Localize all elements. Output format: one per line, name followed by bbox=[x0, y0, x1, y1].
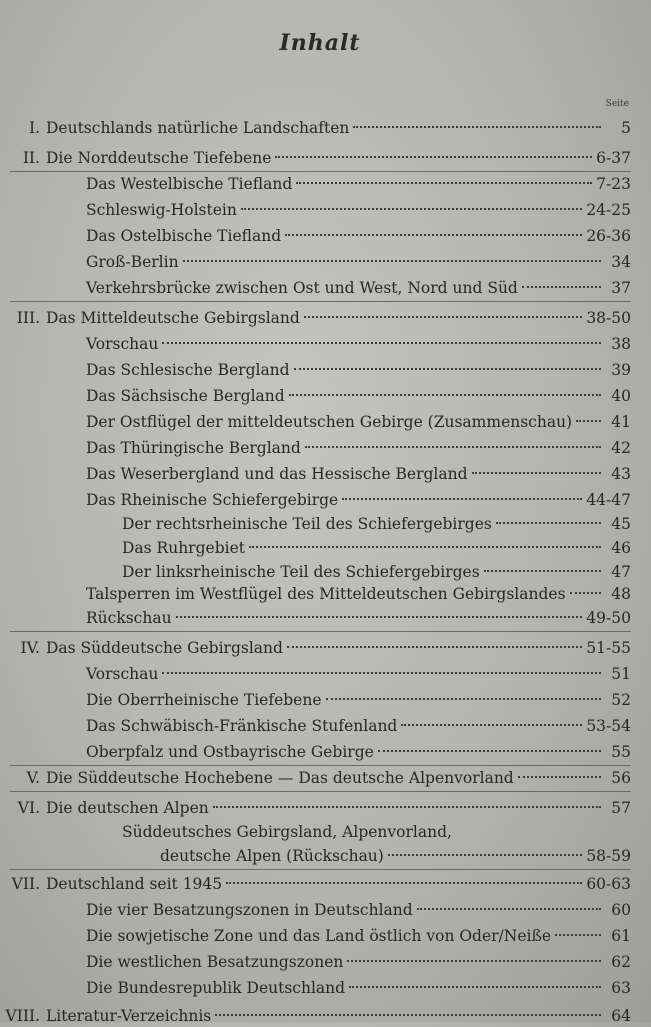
page-number: 63 bbox=[611, 979, 631, 997]
page-number: 49-50 bbox=[586, 609, 631, 627]
page-number: 46 bbox=[611, 539, 631, 557]
entry-title: Das Rheinische Schiefergebirge bbox=[86, 491, 339, 509]
entry-title: Die westlichen Besatzungszonen bbox=[86, 953, 344, 971]
entry-title: Vorschau bbox=[86, 665, 159, 683]
page-number: 45 bbox=[611, 515, 631, 533]
entry-title: Rückschau bbox=[86, 609, 172, 627]
dot-leader bbox=[176, 616, 583, 618]
dot-leader bbox=[304, 316, 583, 318]
page-number: 5 bbox=[621, 119, 631, 137]
dot-leader bbox=[388, 854, 582, 856]
entry-title: Das Weserbergland und das Hessische Bergland bbox=[86, 465, 468, 483]
section-divider bbox=[10, 791, 631, 792]
entry-title: Die vier Besatzungszonen in Deutschland bbox=[86, 901, 413, 919]
entry-title: Die Oberrheinische Tiefebene bbox=[86, 691, 322, 709]
page-number: 40 bbox=[611, 387, 631, 405]
entry-title: Der Ostflügel der mitteldeutschen Gebirge (Zusammenschau) bbox=[86, 413, 573, 431]
page-number: 7-23 bbox=[596, 175, 631, 193]
page-number: 37 bbox=[611, 279, 631, 297]
entry-title: Das Sächsische Bergland bbox=[86, 387, 285, 405]
entry-title: Der linksrheinische Teil des Schiefergebirges bbox=[122, 563, 480, 581]
toc-entry-row bbox=[0, 437, 631, 459]
page-number: 62 bbox=[611, 953, 631, 971]
toc-entry-row bbox=[0, 845, 631, 867]
entry-title: Vorschau bbox=[86, 335, 159, 353]
toc-entry-row bbox=[0, 663, 631, 685]
chapter-number: V. bbox=[26, 769, 40, 787]
toc-entry-row bbox=[0, 741, 631, 763]
section-divider bbox=[10, 631, 631, 632]
entry-title: Das Ostelbische Tiefland bbox=[86, 227, 282, 245]
entry-title: Das Schlesische Bergland bbox=[86, 361, 290, 379]
entry-title: Das Mitteldeutsche Gebirgsland bbox=[46, 309, 300, 327]
page-number: 42 bbox=[611, 439, 631, 457]
page-number: 24-25 bbox=[586, 201, 631, 219]
page-number: 39 bbox=[611, 361, 631, 379]
dot-leader bbox=[401, 724, 582, 726]
section-divider bbox=[10, 301, 631, 302]
toc-entry-row bbox=[0, 977, 631, 999]
dot-leader bbox=[353, 126, 601, 128]
page-number: 48 bbox=[611, 585, 631, 603]
dot-leader bbox=[289, 394, 601, 396]
entry-title: Die sowjetische Zone und das Land östlich von Oder/Neiße bbox=[86, 927, 551, 945]
toc-chapter-row bbox=[0, 637, 631, 659]
dot-leader bbox=[570, 592, 601, 594]
dot-leader bbox=[226, 882, 582, 884]
entry-title: Talsperren im Westflügel des Mitteldeutschen Gebirgslandes bbox=[86, 585, 566, 603]
toc-entry-row bbox=[0, 359, 631, 381]
chapter-number: II. bbox=[22, 149, 40, 167]
dot-leader bbox=[162, 672, 601, 674]
page-number: 26-36 bbox=[586, 227, 631, 245]
dot-leader bbox=[518, 776, 601, 778]
toc-entry-row bbox=[0, 251, 631, 273]
section-divider bbox=[10, 765, 631, 766]
entry-title: Die Norddeutsche Tiefebene bbox=[46, 149, 272, 167]
page-number: 34 bbox=[611, 253, 631, 271]
entry-title: Schleswig-Holstein bbox=[86, 201, 237, 219]
page-number: 55 bbox=[611, 743, 631, 761]
toc-chapter-row bbox=[0, 767, 631, 789]
dot-leader bbox=[215, 1014, 601, 1016]
toc-entry-row bbox=[0, 277, 631, 299]
dot-leader bbox=[285, 234, 582, 236]
entry-title: Groß-Berlin bbox=[86, 253, 179, 271]
toc-entry-row bbox=[0, 199, 631, 221]
entry-title: Deutschlands natürliche Landschaften bbox=[46, 119, 350, 137]
dot-leader bbox=[342, 498, 582, 500]
toc-chapter-row bbox=[0, 1005, 631, 1027]
entry-title: Verkehrsbrücke zwischen Ost und West, Nord und Süd bbox=[86, 279, 518, 297]
dot-leader bbox=[522, 286, 601, 288]
dot-leader bbox=[417, 908, 601, 910]
entry-title: Das Westelbische Tiefland bbox=[86, 175, 293, 193]
page-number: 60 bbox=[611, 901, 631, 919]
entry-title: Die deutschen Alpen bbox=[46, 799, 209, 817]
dot-leader bbox=[576, 420, 601, 422]
entry-title: deutsche Alpen (Rückschau) bbox=[160, 847, 384, 865]
dot-leader bbox=[305, 446, 601, 448]
entry-title: Oberpfalz und Ostbayrische Gebirge bbox=[86, 743, 374, 761]
dot-leader bbox=[496, 522, 601, 524]
page-number: 51-55 bbox=[586, 639, 631, 657]
toc-entry-row bbox=[0, 925, 631, 947]
toc-entry-row bbox=[0, 463, 631, 485]
chapter-number: VII. bbox=[11, 875, 40, 893]
dot-leader bbox=[287, 646, 582, 648]
dot-leader bbox=[347, 960, 601, 962]
page-number: 53-54 bbox=[586, 717, 631, 735]
toc-entry-row bbox=[0, 225, 631, 247]
toc-entry-row bbox=[0, 951, 631, 973]
page-number: 57 bbox=[611, 799, 631, 817]
toc-entry-row bbox=[0, 411, 631, 433]
toc-entry-row bbox=[0, 513, 631, 535]
toc-entry-row bbox=[0, 489, 631, 511]
chapter-number: VI. bbox=[17, 799, 40, 817]
toc-entry-row bbox=[0, 561, 631, 583]
section-divider bbox=[10, 869, 631, 870]
dot-leader bbox=[213, 806, 601, 808]
chapter-number: IV. bbox=[20, 639, 40, 657]
dot-leader bbox=[555, 934, 601, 936]
entry-title: Die Bundesrepublik Deutschland bbox=[86, 979, 346, 997]
toc-chapter-row bbox=[0, 117, 631, 139]
toc-chapter-row bbox=[0, 147, 631, 169]
page-number: 51 bbox=[611, 665, 631, 683]
toc-entry-row bbox=[0, 821, 631, 843]
page-number: 43 bbox=[611, 465, 631, 483]
dot-leader bbox=[294, 368, 601, 370]
entry-title: Das Ruhrgebiet bbox=[122, 539, 245, 557]
dot-leader bbox=[183, 260, 601, 262]
page-title: Inhalt bbox=[279, 30, 361, 56]
page-number: 6-37 bbox=[596, 149, 631, 167]
page-number: 52 bbox=[611, 691, 631, 709]
entry-title: Die Süddeutsche Hochebene — Das deutsche Alpenvorland bbox=[46, 769, 514, 787]
dot-leader bbox=[349, 986, 601, 988]
chapter-number: VIII. bbox=[5, 1007, 40, 1025]
page-number: 58-59 bbox=[586, 847, 631, 865]
page-number: 56 bbox=[611, 769, 631, 787]
toc-entry-row bbox=[0, 899, 631, 921]
entry-title: Literatur-Verzeichnis bbox=[46, 1007, 212, 1025]
dot-leader bbox=[378, 750, 601, 752]
dot-leader bbox=[484, 570, 601, 572]
toc-chapter-row bbox=[0, 873, 631, 895]
toc-entry-row bbox=[0, 583, 631, 605]
dot-leader bbox=[162, 342, 601, 344]
entry-title: Das Süddeutsche Gebirgsland bbox=[46, 639, 283, 657]
page-number: 60-63 bbox=[586, 875, 631, 893]
toc-chapter-row bbox=[0, 307, 631, 329]
chapter-number: I. bbox=[28, 119, 40, 137]
chapter-number: III. bbox=[16, 309, 40, 327]
toc-entry-row bbox=[0, 537, 631, 559]
page-number: 47 bbox=[611, 563, 631, 581]
toc-entry-row bbox=[0, 173, 631, 195]
dot-leader bbox=[472, 472, 601, 474]
toc-entry-row bbox=[0, 607, 631, 629]
page-number: 44-47 bbox=[586, 491, 631, 509]
page-number: 38-50 bbox=[586, 309, 631, 327]
dot-leader bbox=[249, 546, 601, 548]
toc-entry-row bbox=[0, 385, 631, 407]
page-number: 38 bbox=[611, 335, 631, 353]
entry-title: Deutschland seit 1945 bbox=[46, 875, 223, 893]
entry-title: Der rechtsrheinische Teil des Schiefergebirges bbox=[122, 515, 492, 533]
dot-leader bbox=[326, 698, 601, 700]
page-number: 41 bbox=[611, 413, 631, 431]
toc-entry-row bbox=[0, 715, 631, 737]
page-column-header: Seite bbox=[605, 99, 629, 109]
page-number: 64 bbox=[611, 1007, 631, 1025]
entry-title: Das Schwäbisch-Fränkische Stufenland bbox=[86, 717, 398, 735]
toc-entry-row bbox=[0, 689, 631, 711]
entry-title: Süddeutsches Gebirgsland, Alpenvorland, bbox=[122, 823, 452, 841]
toc-entry-row bbox=[0, 333, 631, 355]
entry-title: Das Thüringische Bergland bbox=[86, 439, 301, 457]
page-number: 61 bbox=[611, 927, 631, 945]
dot-leader bbox=[241, 208, 582, 210]
dot-leader bbox=[296, 182, 592, 184]
dot-leader bbox=[275, 156, 592, 158]
section-divider bbox=[10, 171, 631, 172]
toc-chapter-row bbox=[0, 797, 631, 819]
